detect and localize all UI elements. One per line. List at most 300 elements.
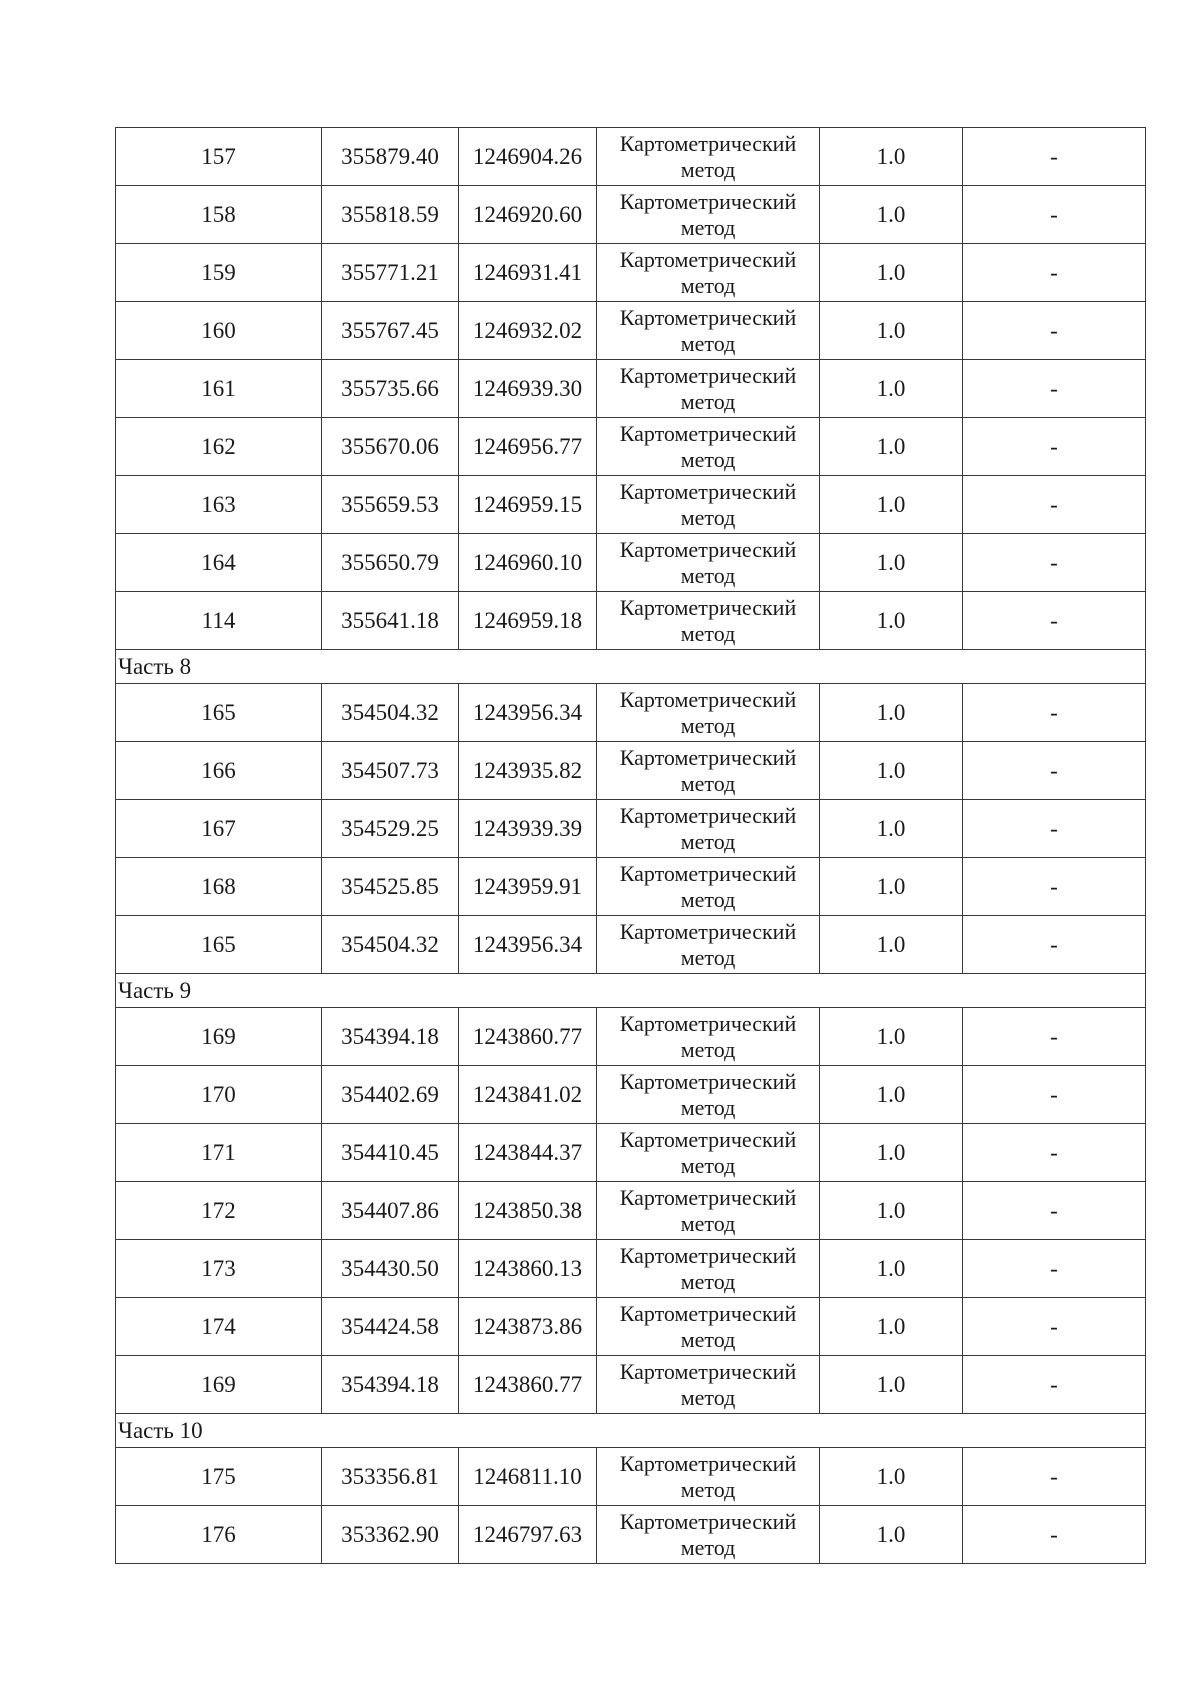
table-row xyxy=(116,1066,1146,1124)
y-coordinate-cell xyxy=(459,592,597,650)
accuracy-cell xyxy=(820,1448,963,1506)
method-line1: Картометрический xyxy=(619,130,797,156)
description-value: - xyxy=(1050,931,1058,957)
description-value: - xyxy=(1050,1023,1058,1049)
method-cell xyxy=(597,684,820,742)
method-cell xyxy=(597,534,820,592)
accuracy-value: 1.0 xyxy=(876,1463,906,1489)
description-value: - xyxy=(1050,1081,1058,1107)
point-number-cell xyxy=(116,244,322,302)
y-coordinate-cell xyxy=(459,534,597,592)
point-number: 161 xyxy=(201,375,236,401)
method-cell xyxy=(597,1240,820,1298)
point-number-cell xyxy=(116,858,322,916)
y-coordinate: 1246920.60 xyxy=(472,201,583,227)
accuracy-cell xyxy=(820,742,963,800)
accuracy-cell xyxy=(820,1124,963,1182)
accuracy-cell xyxy=(820,128,963,186)
description-cell xyxy=(963,1356,1146,1414)
section-row xyxy=(116,974,1146,1008)
x-coordinate: 354525.85 xyxy=(341,873,439,899)
table-row xyxy=(116,1124,1146,1182)
y-coordinate: 1243939.39 xyxy=(472,815,583,841)
method-line2: метод xyxy=(680,330,736,356)
x-coordinate: 354402.69 xyxy=(341,1081,439,1107)
section-label: Часть 9 xyxy=(118,977,192,1003)
method-line2: метод xyxy=(680,1036,736,1062)
y-coordinate-cell xyxy=(459,1448,597,1506)
description-value: - xyxy=(1050,259,1058,285)
description-value: - xyxy=(1050,757,1058,783)
description-cell xyxy=(963,186,1146,244)
point-number: 158 xyxy=(201,201,236,227)
table-row xyxy=(116,476,1146,534)
point-number-cell xyxy=(116,302,322,360)
method-line1: Картометрический xyxy=(619,744,797,770)
y-coordinate: 1246959.18 xyxy=(472,607,583,633)
accuracy-cell xyxy=(820,1066,963,1124)
description-cell xyxy=(963,1182,1146,1240)
point-number-cell xyxy=(116,128,322,186)
description-cell xyxy=(963,476,1146,534)
x-coordinate: 354504.32 xyxy=(341,931,439,957)
x-coordinate-cell xyxy=(322,684,459,742)
y-coordinate-cell xyxy=(459,1008,597,1066)
point-number: 169 xyxy=(201,1023,236,1049)
method-line1: Картометрический xyxy=(619,536,797,562)
accuracy-value: 1.0 xyxy=(876,873,906,899)
method-cell xyxy=(597,1298,820,1356)
accuracy-cell xyxy=(820,302,963,360)
table-row xyxy=(116,800,1146,858)
method-line1: Картометрический xyxy=(619,1242,797,1268)
table-row xyxy=(116,684,1146,742)
x-coordinate: 355735.66 xyxy=(341,375,439,401)
y-coordinate-cell xyxy=(459,1182,597,1240)
description-value: - xyxy=(1050,549,1058,575)
accuracy-cell xyxy=(820,592,963,650)
point-number-cell xyxy=(116,186,322,244)
point-number-cell xyxy=(116,534,322,592)
y-coordinate: 1246931.41 xyxy=(472,259,583,285)
method-line2: метод xyxy=(680,156,736,182)
method-line2: метод xyxy=(680,712,736,738)
x-coordinate-cell xyxy=(322,742,459,800)
x-coordinate-cell xyxy=(322,1448,459,1506)
method-line2: метод xyxy=(680,562,736,588)
point-number: 169 xyxy=(201,1371,236,1397)
method-cell xyxy=(597,592,820,650)
accuracy-value: 1.0 xyxy=(876,815,906,841)
method-line2: метод xyxy=(680,1152,736,1178)
point-number-cell xyxy=(116,742,322,800)
table-row xyxy=(116,186,1146,244)
method-line2: метод xyxy=(680,770,736,796)
table-row xyxy=(116,1298,1146,1356)
method-cell xyxy=(597,302,820,360)
x-coordinate: 355771.21 xyxy=(341,259,439,285)
method-line2: метод xyxy=(680,1210,736,1236)
y-coordinate-cell xyxy=(459,1240,597,1298)
method-line1: Картометрический xyxy=(619,246,797,272)
y-coordinate-cell xyxy=(459,916,597,974)
point-number-cell xyxy=(116,916,322,974)
method-cell xyxy=(597,858,820,916)
accuracy-cell xyxy=(820,1240,963,1298)
point-number: 160 xyxy=(201,317,236,343)
table-row xyxy=(116,360,1146,418)
point-number: 164 xyxy=(201,549,236,575)
x-coordinate-cell xyxy=(322,592,459,650)
table-row xyxy=(116,742,1146,800)
x-coordinate: 354394.18 xyxy=(341,1023,439,1049)
method-line1: Картометрический xyxy=(619,1010,797,1036)
method-cell xyxy=(597,916,820,974)
x-coordinate: 353362.90 xyxy=(341,1521,439,1547)
y-coordinate-cell xyxy=(459,1356,597,1414)
method-cell xyxy=(597,476,820,534)
method-line1: Картометрический xyxy=(619,362,797,388)
y-coordinate-cell xyxy=(459,186,597,244)
y-coordinate: 1243935.82 xyxy=(472,757,583,783)
y-coordinate-cell xyxy=(459,1298,597,1356)
method-line1: Картометрический xyxy=(619,594,797,620)
y-coordinate: 1243850.38 xyxy=(472,1197,583,1223)
method-line2: метод xyxy=(680,1268,736,1294)
x-coordinate: 354529.25 xyxy=(341,815,439,841)
method-line2: метод xyxy=(680,620,736,646)
accuracy-cell xyxy=(820,534,963,592)
description-cell xyxy=(963,1506,1146,1564)
accuracy-value: 1.0 xyxy=(876,607,906,633)
y-coordinate: 1246939.30 xyxy=(472,375,583,401)
method-line1: Картометрический xyxy=(619,304,797,330)
description-cell xyxy=(963,1240,1146,1298)
table-row xyxy=(116,916,1146,974)
accuracy-value: 1.0 xyxy=(876,1139,906,1165)
description-value: - xyxy=(1050,1255,1058,1281)
description-cell xyxy=(963,1448,1146,1506)
y-coordinate-cell xyxy=(459,302,597,360)
description-value: - xyxy=(1050,815,1058,841)
x-coordinate: 354407.86 xyxy=(341,1197,439,1223)
accuracy-cell xyxy=(820,684,963,742)
point-number-cell xyxy=(116,592,322,650)
x-coordinate-cell xyxy=(322,360,459,418)
method-line2: метод xyxy=(680,1326,736,1352)
y-coordinate: 1243841.02 xyxy=(472,1081,583,1107)
x-coordinate: 355670.06 xyxy=(341,433,439,459)
description-cell xyxy=(963,534,1146,592)
point-number-cell xyxy=(116,684,322,742)
description-cell xyxy=(963,1124,1146,1182)
x-coordinate-cell xyxy=(322,916,459,974)
y-coordinate-cell xyxy=(459,858,597,916)
y-coordinate: 1246956.77 xyxy=(472,433,583,459)
y-coordinate-cell xyxy=(459,1066,597,1124)
method-cell xyxy=(597,1448,820,1506)
accuracy-value: 1.0 xyxy=(876,1521,906,1547)
table-body xyxy=(116,128,1146,1564)
x-coordinate: 355641.18 xyxy=(341,607,439,633)
description-cell xyxy=(963,302,1146,360)
description-cell xyxy=(963,128,1146,186)
accuracy-value: 1.0 xyxy=(876,1255,906,1281)
table-row xyxy=(116,534,1146,592)
x-coordinate-cell xyxy=(322,418,459,476)
method-line2: метод xyxy=(680,828,736,854)
accuracy-cell xyxy=(820,916,963,974)
description-value: - xyxy=(1050,1197,1058,1223)
description-value: - xyxy=(1050,201,1058,227)
description-value: - xyxy=(1050,873,1058,899)
point-number-cell xyxy=(116,476,322,534)
x-coordinate: 354394.18 xyxy=(341,1371,439,1397)
method-line2: метод xyxy=(680,1384,736,1410)
point-number: 114 xyxy=(201,607,236,633)
point-number: 170 xyxy=(201,1081,236,1107)
method-cell xyxy=(597,800,820,858)
point-number: 157 xyxy=(201,143,236,169)
method-line1: Картометрический xyxy=(619,686,797,712)
accuracy-value: 1.0 xyxy=(876,433,906,459)
description-cell xyxy=(963,244,1146,302)
point-number-cell xyxy=(116,1448,322,1506)
point-number: 174 xyxy=(201,1313,236,1339)
accuracy-value: 1.0 xyxy=(876,1081,906,1107)
method-cell xyxy=(597,1356,820,1414)
section-row xyxy=(116,1414,1146,1448)
method-cell xyxy=(597,1008,820,1066)
x-coordinate-cell xyxy=(322,1066,459,1124)
point-number: 167 xyxy=(201,815,236,841)
table-row xyxy=(116,302,1146,360)
x-coordinate: 354410.45 xyxy=(341,1139,439,1165)
accuracy-value: 1.0 xyxy=(876,143,906,169)
point-number-cell xyxy=(116,1240,322,1298)
description-value: - xyxy=(1050,1521,1058,1547)
method-line2: метод xyxy=(680,1534,736,1560)
description-value: - xyxy=(1050,433,1058,459)
x-coordinate-cell xyxy=(322,1506,459,1564)
point-number: 165 xyxy=(201,699,236,725)
y-coordinate-cell xyxy=(459,800,597,858)
x-coordinate-cell xyxy=(322,1182,459,1240)
accuracy-value: 1.0 xyxy=(876,375,906,401)
x-coordinate-cell xyxy=(322,1298,459,1356)
accuracy-cell xyxy=(820,186,963,244)
accuracy-cell xyxy=(820,1356,963,1414)
y-coordinate-cell xyxy=(459,476,597,534)
point-number: 171 xyxy=(201,1139,236,1165)
method-line2: метод xyxy=(680,944,736,970)
accuracy-cell xyxy=(820,1506,963,1564)
coordinates-table xyxy=(115,127,1146,1564)
method-line2: метод xyxy=(680,388,736,414)
y-coordinate-cell xyxy=(459,742,597,800)
accuracy-value: 1.0 xyxy=(876,259,906,285)
description-cell xyxy=(963,1066,1146,1124)
description-value: - xyxy=(1050,699,1058,725)
method-line1: Картометрический xyxy=(619,420,797,446)
x-coordinate-cell xyxy=(322,476,459,534)
method-cell xyxy=(597,128,820,186)
method-cell xyxy=(597,186,820,244)
description-value: - xyxy=(1050,607,1058,633)
point-number-cell xyxy=(116,1124,322,1182)
x-coordinate-cell xyxy=(322,1124,459,1182)
y-coordinate: 1246960.10 xyxy=(472,549,583,575)
point-number: 176 xyxy=(201,1521,236,1547)
point-number-cell xyxy=(116,800,322,858)
y-coordinate: 1246959.15 xyxy=(472,491,583,517)
x-coordinate-cell xyxy=(322,128,459,186)
accuracy-cell xyxy=(820,360,963,418)
method-cell xyxy=(597,418,820,476)
description-cell xyxy=(963,800,1146,858)
method-line1: Картометрический xyxy=(619,1508,797,1534)
x-coordinate: 354424.58 xyxy=(341,1313,439,1339)
description-cell xyxy=(963,1298,1146,1356)
section-label-cell xyxy=(116,1414,1146,1448)
x-coordinate-cell xyxy=(322,1008,459,1066)
y-coordinate: 1243844.37 xyxy=(472,1139,583,1165)
x-coordinate-cell xyxy=(322,186,459,244)
point-number: 159 xyxy=(201,259,236,285)
method-line2: метод xyxy=(680,446,736,472)
method-line2: метод xyxy=(680,214,736,240)
y-coordinate-cell xyxy=(459,128,597,186)
method-cell xyxy=(597,1182,820,1240)
method-line1: Картометрический xyxy=(619,1450,797,1476)
x-coordinate: 353356.81 xyxy=(341,1463,439,1489)
point-number-cell xyxy=(116,360,322,418)
accuracy-cell xyxy=(820,1182,963,1240)
accuracy-cell xyxy=(820,800,963,858)
accuracy-value: 1.0 xyxy=(876,699,906,725)
accuracy-value: 1.0 xyxy=(876,931,906,957)
method-cell xyxy=(597,1124,820,1182)
point-number-cell xyxy=(116,1506,322,1564)
description-value: - xyxy=(1050,375,1058,401)
x-coordinate: 355818.59 xyxy=(341,201,439,227)
accuracy-cell xyxy=(820,418,963,476)
point-number-cell xyxy=(116,1066,322,1124)
method-line1: Картометрический xyxy=(619,1184,797,1210)
point-number: 166 xyxy=(201,757,236,783)
table-row xyxy=(116,1448,1146,1506)
accuracy-value: 1.0 xyxy=(876,317,906,343)
description-value: - xyxy=(1050,1139,1058,1165)
x-coordinate: 355650.79 xyxy=(341,549,439,575)
table-row xyxy=(116,1356,1146,1414)
section-label-cell xyxy=(116,650,1146,684)
y-coordinate: 1246811.10 xyxy=(473,1463,582,1489)
method-cell xyxy=(597,244,820,302)
description-value: - xyxy=(1050,1463,1058,1489)
y-coordinate-cell xyxy=(459,684,597,742)
table-row xyxy=(116,592,1146,650)
x-coordinate-cell xyxy=(322,244,459,302)
method-line2: метод xyxy=(680,504,736,530)
accuracy-value: 1.0 xyxy=(876,491,906,517)
accuracy-value: 1.0 xyxy=(876,1313,906,1339)
method-line1: Картометрический xyxy=(619,918,797,944)
accuracy-value: 1.0 xyxy=(876,757,906,783)
section-label-cell xyxy=(116,974,1146,1008)
method-line2: метод xyxy=(680,886,736,912)
method-cell xyxy=(597,1506,820,1564)
y-coordinate: 1246797.63 xyxy=(472,1521,583,1547)
description-cell xyxy=(963,858,1146,916)
accuracy-value: 1.0 xyxy=(876,549,906,575)
point-number: 168 xyxy=(201,873,236,899)
method-line1: Картометрический xyxy=(619,1068,797,1094)
accuracy-value: 1.0 xyxy=(876,201,906,227)
point-number-cell xyxy=(116,1182,322,1240)
description-value: - xyxy=(1050,317,1058,343)
method-line2: метод xyxy=(680,1476,736,1502)
x-coordinate-cell xyxy=(322,302,459,360)
method-line1: Картометрический xyxy=(619,478,797,504)
point-number-cell xyxy=(116,1356,322,1414)
description-value: - xyxy=(1050,491,1058,517)
method-line1: Картометрический xyxy=(619,1300,797,1326)
point-number: 163 xyxy=(201,491,236,517)
table-row xyxy=(116,858,1146,916)
x-coordinate-cell xyxy=(322,858,459,916)
point-number-cell xyxy=(116,1298,322,1356)
y-coordinate: 1243860.77 xyxy=(472,1023,583,1049)
method-line1: Картометрический xyxy=(619,1126,797,1152)
accuracy-cell xyxy=(820,244,963,302)
x-coordinate: 354430.50 xyxy=(341,1255,439,1281)
x-coordinate: 355879.40 xyxy=(341,143,439,169)
accuracy-value: 1.0 xyxy=(876,1371,906,1397)
description-cell xyxy=(963,1008,1146,1066)
point-number: 165 xyxy=(201,931,236,957)
y-coordinate-cell xyxy=(459,360,597,418)
accuracy-cell xyxy=(820,858,963,916)
table-row xyxy=(116,244,1146,302)
point-number-cell xyxy=(116,1008,322,1066)
accuracy-cell xyxy=(820,1298,963,1356)
y-coordinate: 1243860.13 xyxy=(472,1255,583,1281)
point-number: 173 xyxy=(201,1255,236,1281)
y-coordinate: 1243956.34 xyxy=(472,699,583,725)
x-coordinate-cell xyxy=(322,1240,459,1298)
x-coordinate: 354504.32 xyxy=(341,699,439,725)
description-value: - xyxy=(1050,143,1058,169)
description-cell xyxy=(963,684,1146,742)
x-coordinate: 355767.45 xyxy=(341,317,439,343)
method-line1: Картометрический xyxy=(619,188,797,214)
method-line2: метод xyxy=(680,272,736,298)
x-coordinate-cell xyxy=(322,800,459,858)
method-line1: Картометрический xyxy=(619,1358,797,1384)
description-value: - xyxy=(1050,1313,1058,1339)
section-row xyxy=(116,650,1146,684)
method-cell xyxy=(597,360,820,418)
method-cell xyxy=(597,1066,820,1124)
method-line2: метод xyxy=(680,1094,736,1120)
point-number: 175 xyxy=(201,1463,236,1489)
y-coordinate: 1246904.26 xyxy=(472,143,583,169)
x-coordinate: 355659.53 xyxy=(341,491,439,517)
description-cell xyxy=(963,742,1146,800)
description-value: - xyxy=(1050,1371,1058,1397)
method-line1: Картометрический xyxy=(619,802,797,828)
